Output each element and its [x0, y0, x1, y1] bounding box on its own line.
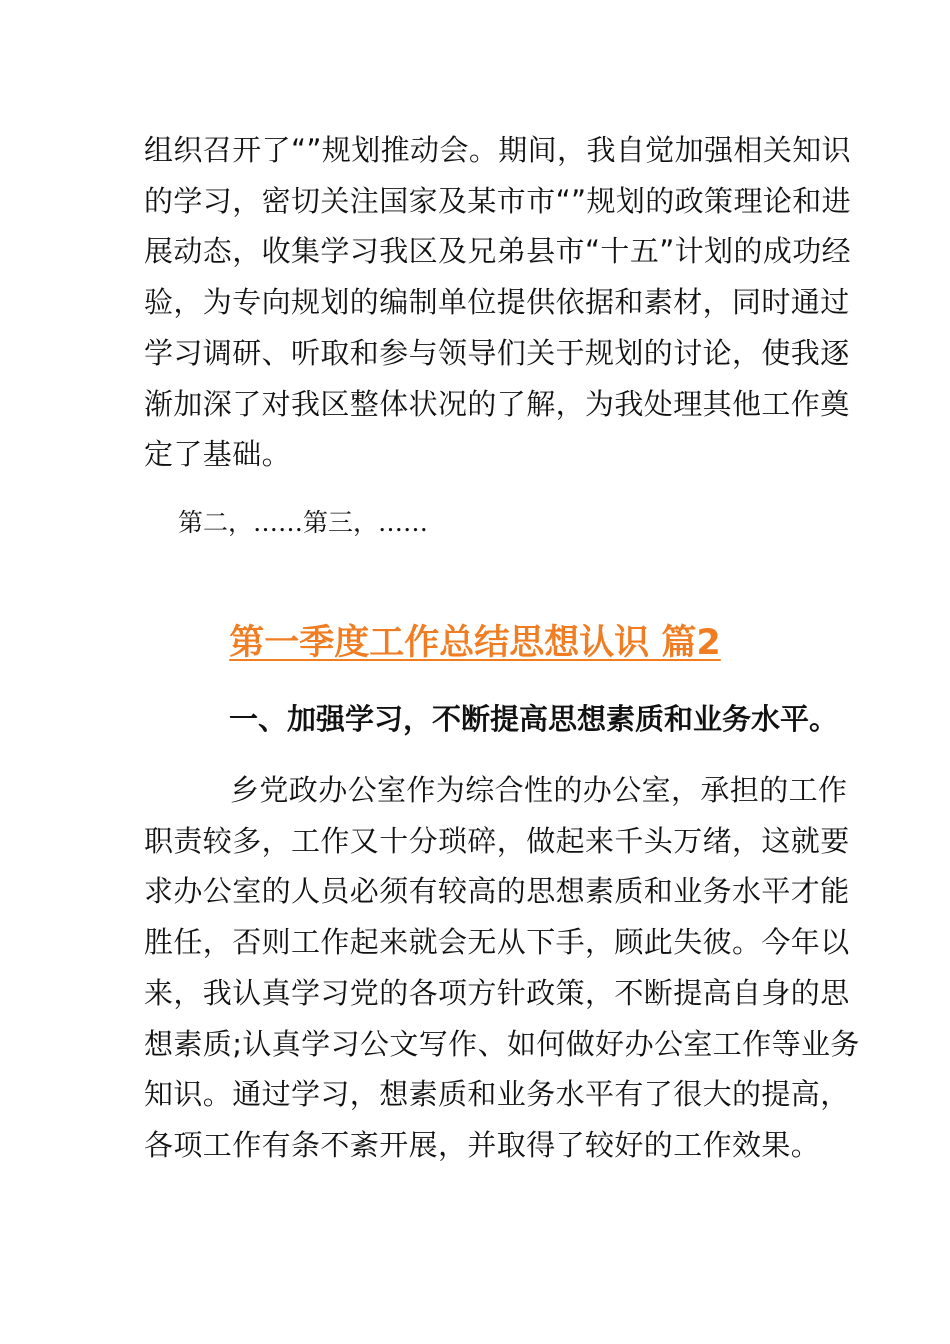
- paragraph-2: [144, 765, 860, 1171]
- paragraph-line: 展动态，收集学习我区及兄弟县市“十五”计划的成功经: [144, 234, 852, 269]
- section-heading: 一、加强学习，不断提高思想素质和业务水平。: [229, 702, 839, 736]
- article-title: 第一季度工作总结思想认识 篇2: [229, 623, 721, 663]
- paragraph-line: 胜任，否则工作起来就会无从下手，顾此失彼。今年以: [144, 925, 850, 960]
- continuation-text: 第二，……第三，……: [178, 508, 429, 537]
- paragraph-line: 想素质;认真学习公文写作、如何做好办公室工作等业务: [144, 1026, 860, 1061]
- paragraph-1: [144, 125, 852, 480]
- paragraph-line: 乡党政办公室作为综合性的办公室，承担的工作: [230, 773, 848, 807]
- paragraph-line: 各项工作有条不紊开展，并取得了较好的工作效果。: [144, 1127, 821, 1162]
- paragraph-line: 职责较多，工作又十分琐碎，做起来千头万绪，这就要: [144, 823, 850, 858]
- paragraph-line: 渐加深了对我区整体状况的了解，为我处理其他工作奠: [144, 386, 850, 421]
- paragraph-line: 来，我认真学习党的各项方针政策，不断提高自身的思: [144, 975, 850, 1010]
- paragraph-line: 验，为专向规划的编制单位提供依据和素材，同时通过: [144, 285, 850, 320]
- paragraph-line: 组织召开了“”规划推动会。期间，我自觉加强相关知识: [144, 133, 852, 167]
- paragraph-line: 定了基础。: [144, 437, 292, 472]
- paragraph-line: 求办公室的人员必须有较高的思想素质和业务水平才能: [144, 874, 850, 909]
- paragraph-line: 的学习，密切关注国家及某市市“”规划的政策理论和进: [144, 183, 852, 218]
- paragraph-line: 知识。通过学习，想素质和业务水平有了很大的提高，: [144, 1077, 850, 1112]
- paragraph-line: 学习调研、听取和参与领导们关于规划的讨论，使我逐: [144, 335, 850, 370]
